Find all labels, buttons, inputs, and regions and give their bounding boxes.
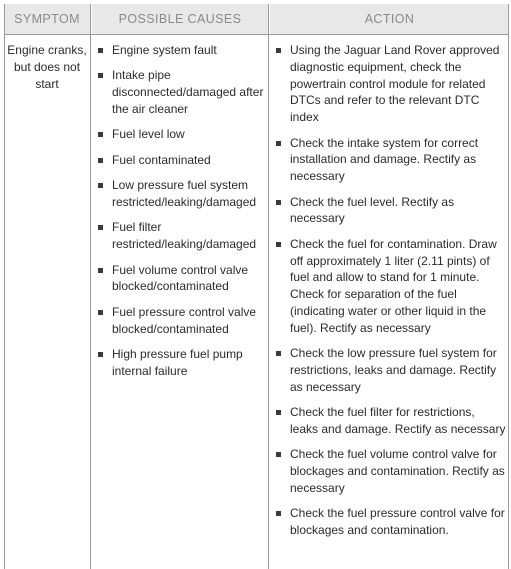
- square-bullet-icon: [276, 410, 281, 415]
- square-bullet-icon: [98, 132, 103, 137]
- square-bullet-icon: [276, 141, 281, 146]
- cause-item-text: Fuel level low: [112, 127, 185, 142]
- header-divider: [4, 34, 509, 35]
- cause-item-text: Fuel pressure control valve blocked/contaminated: [112, 304, 257, 336]
- square-bullet-icon: [98, 158, 103, 163]
- action-item: [274, 345, 506, 395]
- cause-item-text: Intake pipe disconnected/damaged after the air cleaner: [112, 68, 264, 116]
- column-divider-2: [268, 4, 269, 569]
- action-item-text: Check the fuel level. Rectify as necessary: [290, 194, 455, 226]
- cause-item-text: Low pressure fuel system restricted/leaking/damaged: [112, 178, 257, 209]
- action-item: [274, 135, 506, 185]
- cause-item: [96, 177, 266, 211]
- causes-cell: [96, 42, 266, 388]
- header-symptom: SYMPTOM: [4, 4, 90, 34]
- cause-item-text: High pressure fuel pump internal failure: [112, 346, 243, 378]
- cause-item: [96, 262, 266, 296]
- header-action: ACTION: [270, 4, 509, 34]
- cause-item-text: Fuel volume control valve blocked/contaminated: [112, 262, 249, 294]
- action-item-text: Check the fuel filter for restrictions, leaks and damage. Rectify as necessary: [290, 405, 506, 436]
- square-bullet-icon: [276, 200, 281, 205]
- action-item-text: Using the Jaguar Land Rover approved diagnostic equipment, check the powertrain control module for related DTCs and refer to the relevant DTC index: [290, 43, 500, 125]
- header-possible-causes: POSSIBLE CAUSES: [92, 4, 268, 34]
- cause-item: [96, 219, 266, 253]
- action-item: [274, 194, 506, 228]
- square-bullet-icon: [276, 452, 281, 457]
- cause-item: [96, 346, 266, 380]
- cause-item: [96, 304, 266, 338]
- square-bullet-icon: [98, 310, 103, 315]
- symptom-cell: Engine cranks, but does not start: [7, 43, 87, 91]
- actions-cell: [274, 42, 506, 547]
- square-bullet-icon: [276, 48, 281, 53]
- action-item-text: Check the intake system for correct installation and damage. Rectify as necessary: [290, 135, 479, 184]
- cause-item: [96, 42, 266, 59]
- square-bullet-icon: [98, 73, 103, 78]
- cause-item-text: Engine system fault: [112, 43, 217, 57]
- action-item: [274, 236, 506, 337]
- square-bullet-icon: [98, 183, 103, 188]
- action-item-text: Check the fuel pressure control valve for blockages and contamination.: [290, 506, 505, 538]
- action-item-text: Check the fuel volume control valve for blockages and contamination. Rectify as necessary: [290, 447, 505, 495]
- cause-item: [96, 67, 266, 117]
- action-item: [274, 42, 506, 126]
- square-bullet-icon: [276, 351, 281, 356]
- column-divider-1: [90, 4, 91, 569]
- table-border-right: [508, 4, 509, 569]
- cause-item: [96, 126, 266, 143]
- action-item: [274, 446, 506, 496]
- causes-list: [96, 42, 266, 380]
- action-item-text: Check the low pressure fuel system for restrictions, leaks and damage. Rectify as necessary: [290, 346, 497, 394]
- actions-list: [274, 42, 506, 539]
- square-bullet-icon: [276, 242, 281, 247]
- square-bullet-icon: [98, 225, 103, 230]
- action-item: [274, 404, 506, 438]
- diagnostic-table: [4, 4, 509, 569]
- square-bullet-icon: [276, 511, 281, 516]
- action-item-text: Check the fuel for contamination. Draw off approximately 1 liter (2.11 pints) of fuel and allow to stand for 1 minute. Check for separation of the fuel (indicating water or other liquid in the fuel). Rectify as necessary: [290, 236, 497, 335]
- action-item: [274, 505, 506, 539]
- cause-item-text: Fuel contaminated: [112, 152, 211, 167]
- square-bullet-icon: [98, 268, 103, 273]
- square-bullet-icon: [98, 48, 103, 53]
- cause-item: [96, 152, 266, 169]
- cause-item-text: Fuel filter restricted/leaking/damaged: [112, 220, 257, 252]
- square-bullet-icon: [98, 352, 103, 357]
